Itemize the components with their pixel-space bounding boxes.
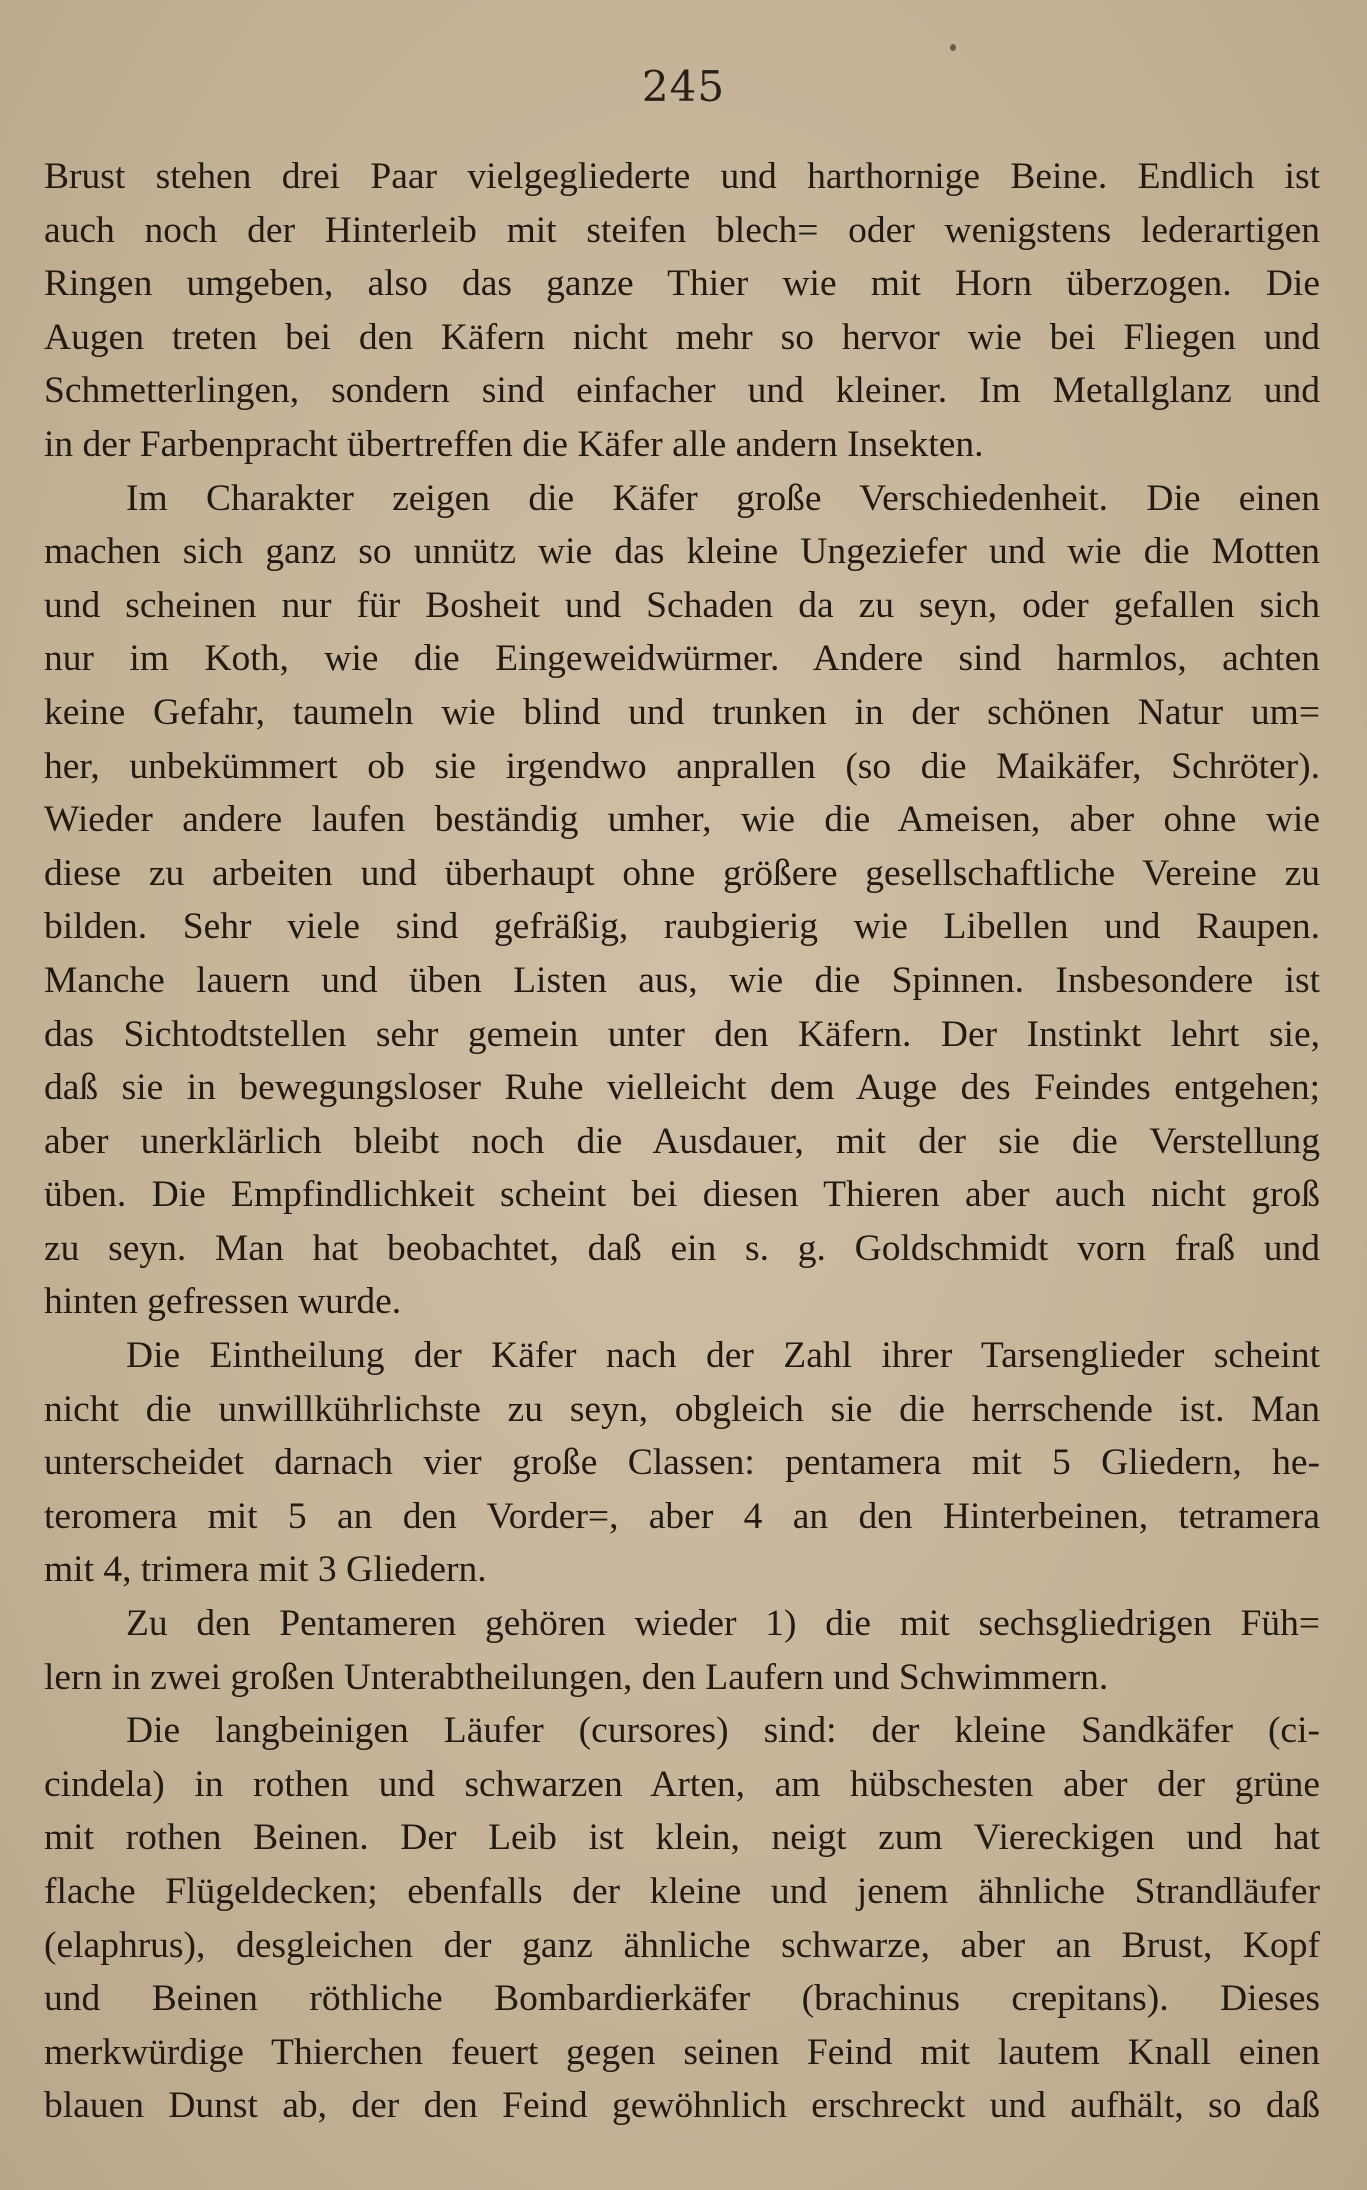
text-line: mit 4, trimera mit 3 Gliedern.	[44, 1549, 487, 1591]
text-line: flache Flügeldecken; ebenfalls der kleine und jenem ähnliche Strandläufer	[44, 1871, 1320, 1912]
text-line: blauen Dunst ab, der den Feind gewöhnlich erschreckt und aufhält, so daß	[44, 2085, 1320, 2127]
text-line: (elaphrus), desgleichen der ganz ähnliche schwarze, aber an Brust, Kopf	[44, 1924, 1320, 1966]
text-line: keine Gefahr, taumeln wie blind und trunken in der schönen Natur um=	[44, 691, 1320, 733]
body-text	[44, 150, 1320, 2133]
text-line: üben. Die Empfindlichkeit scheint bei diesen Thieren aber auch nicht groß	[44, 1174, 1320, 1216]
text-line: bilden. Sehr viele sind gefräßig, raubgierig wie Libellen und Raupen.	[44, 906, 1320, 948]
text-line: daß sie in bewegungsloser Ruhe vielleicht dem Auge des Feindes entgehen;	[44, 1067, 1320, 1109]
text-line: auch noch der Hinterleib mit steifen blech= oder wenigstens lederartigen	[44, 209, 1320, 251]
text-line: in der Farbenpracht übertreffen die Käfer alle andern Insekten.	[44, 423, 984, 465]
text-line: nur im Koth, wie die Eingeweidwürmer. Andere sind harmlos, achten	[44, 638, 1320, 680]
text-line: her, unbekümmert ob sie irgendwo anprallen (so die Maikäfer, Schröter).	[44, 745, 1320, 787]
text-line: Wieder andere laufen beständig umher, wie die Ameisen, aber ohne wie	[44, 799, 1320, 841]
text-line: hinten gefressen wurde.	[44, 1281, 402, 1323]
text-line: Die Eintheilung der Käfer nach der Zahl ihrer Tarsenglieder scheint	[126, 1335, 1320, 1377]
text-line: und scheinen nur für Bosheit und Schaden da zu seyn, oder gefallen sich	[44, 584, 1320, 626]
text-line: teromera mit 5 an den Vorder=, aber 4 an den Hinterbeinen, tetramera	[44, 1495, 1320, 1537]
text-line: und Beinen röthliche Bombardierkäfer (brachinus crepitans). Dieses	[44, 1978, 1320, 2020]
text-line: nicht die unwillkührlichste zu seyn, obgleich sie die herrschende ist. Man	[44, 1388, 1320, 1430]
text-line: das Sichtodtstellen sehr gemein unter den Käfern. Der Instinkt lehrt sie,	[44, 1013, 1320, 1055]
text-line: Schmetterlingen, sondern sind einfacher und kleiner. Im Metallglanz und	[44, 370, 1320, 412]
text-line: Die langbeinigen Läufer (cursores) sind: der kleine Sandkäfer (ci-	[126, 1710, 1320, 1752]
text-line: Brust stehen drei Paar vielgegliederte und harthornige Beine. Endlich ist	[44, 156, 1320, 197]
text-line: diese zu arbeiten und überhaupt ohne größere gesellschaftliche Vereine zu	[44, 852, 1320, 894]
text-line: unterscheidet darnach vier große Classen: pentamera mit 5 Gliedern, he-	[44, 1442, 1320, 1484]
text-line: Zu den Pentameren gehören wieder 1) die mit sechsgliedrigen Füh=	[126, 1603, 1320, 1645]
text-line: Ringen umgeben, also das ganze Thier wie mit Horn überzogen. Die	[44, 263, 1320, 305]
text-line: lern in zwei großen Unterabtheilungen, den Laufern und Schwimmern.	[44, 1656, 1109, 1698]
page-number: 245	[641, 62, 726, 111]
text-line: Im Charakter zeigen die Käfer große Verschiedenheit. Die einen	[126, 477, 1320, 519]
text-line: Manche lauern und üben Listen aus, wie die Spinnen. Insbesondere ist	[44, 959, 1320, 1001]
text-line: Augen treten bei den Käfern nicht mehr so hervor wie bei Fliegen und	[44, 316, 1320, 358]
text-line: aber unerklärlich bleibt noch die Ausdauer, mit der sie die Verstellung	[44, 1120, 1320, 1162]
text-line: cindela) in rothen und schwarzen Arten, am hübschesten aber der grüne	[44, 1763, 1320, 1805]
text-line: merkwürdige Thierchen feuert gegen seinen Feind mit lautem Knall einen	[44, 2031, 1320, 2073]
text-line: zu seyn. Man hat beobachtet, daß ein s. g. Goldschmidt vorn fraß und	[44, 1227, 1320, 1269]
text-line: mit rothen Beinen. Der Leib ist klein, neigt zum Viereckigen und hat	[44, 1817, 1320, 1859]
text-line: machen sich ganz so unnütz wie das kleine Ungeziefer und wie die Motten	[44, 531, 1320, 573]
ink-speck	[950, 44, 956, 51]
